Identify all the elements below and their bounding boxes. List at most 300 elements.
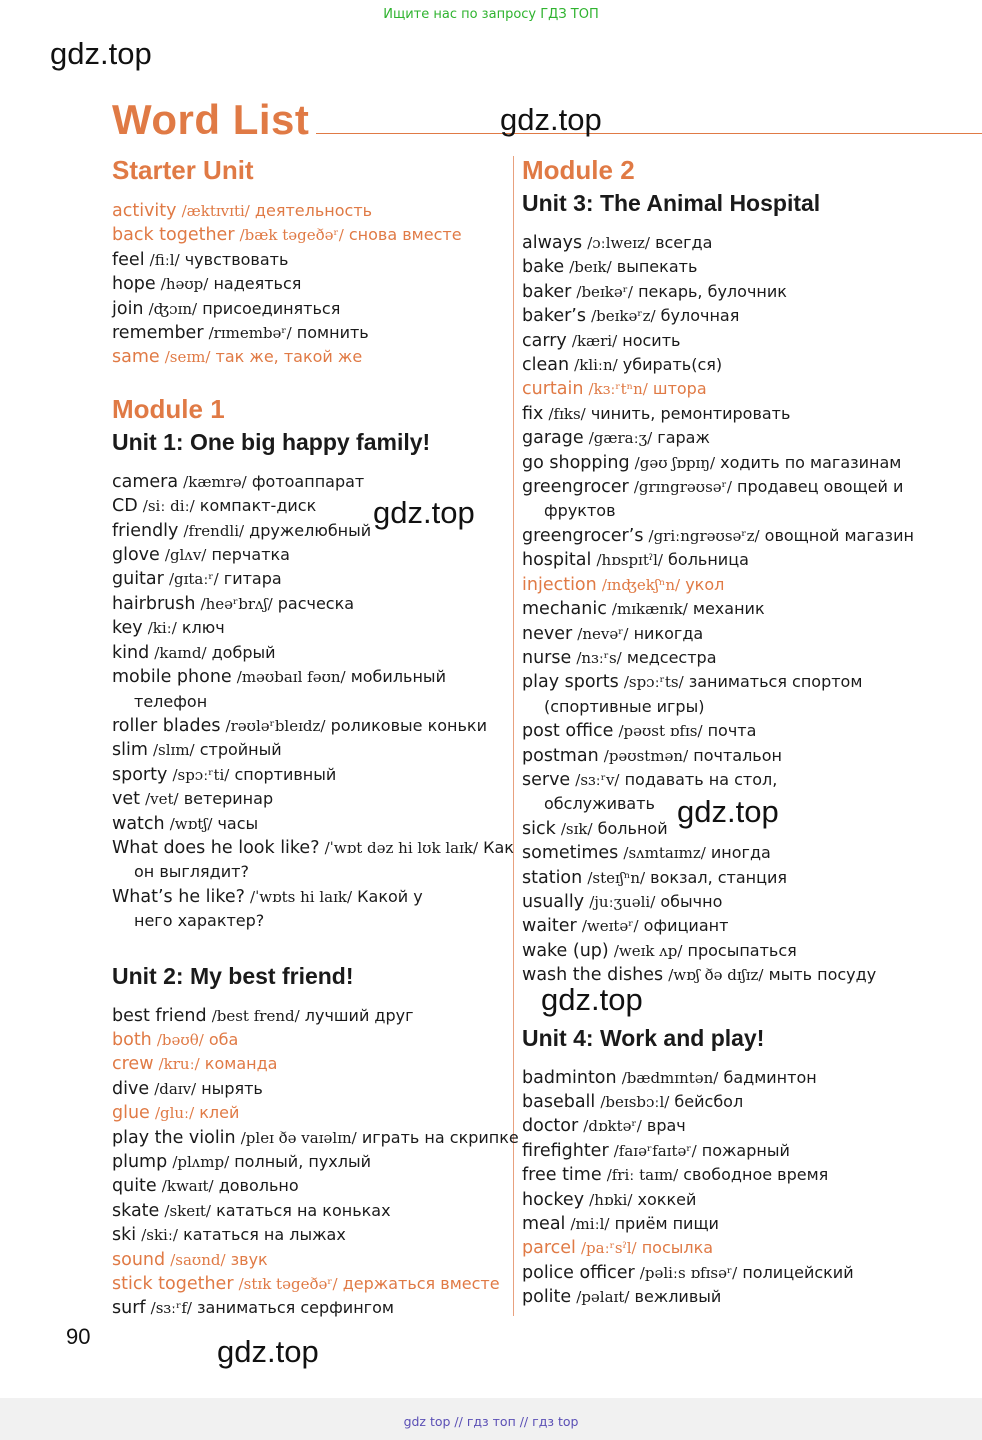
entry-phonetic: /vet/ [145, 790, 179, 809]
entry-word: skate [112, 1200, 160, 1221]
entry-word: nurse [522, 647, 572, 668]
entry-phonetic: /plʌmp/ [172, 1153, 230, 1171]
entry-word: camera [112, 471, 179, 492]
entry-translation: полицейский [742, 1262, 854, 1282]
word-entry [112, 1272, 507, 1296]
entry-word: always [522, 233, 583, 253]
starter-entries [112, 199, 507, 370]
banner-text: Ищите нас по запросу ГДЗ ТОП [383, 7, 599, 22]
word-entry [522, 231, 974, 255]
entry-word: serve [522, 769, 571, 790]
entry-phonetic: /dɒktəʳ/ [583, 1117, 642, 1136]
entry-translation: обычно [660, 891, 723, 911]
entry-phonetic: /gɪtaːʳ/ [168, 570, 219, 589]
entry-translation: пожарный [701, 1140, 790, 1160]
word-entry [522, 475, 974, 499]
entry-word: play the violin [112, 1127, 236, 1148]
watermark: gdz.top [217, 1334, 319, 1369]
word-entry [112, 223, 507, 247]
word-entry [112, 297, 507, 321]
entry-translation: мобильный [350, 667, 446, 687]
entry-translation: звук [230, 1249, 268, 1269]
entry-phonetic: /pəlaɪt/ [576, 1288, 630, 1307]
entry-translation: гитара [223, 569, 282, 589]
entry-word: both [112, 1029, 152, 1050]
entry-word: greengrocer [522, 477, 629, 498]
heading-unit-2: Unit 2: My best friend! [112, 962, 354, 989]
page-number: 90 [66, 1324, 91, 1349]
word-entry-continuation: телефон [134, 691, 208, 711]
entry-translation: больной [597, 818, 668, 838]
word-entry [522, 1285, 974, 1309]
word-entry [522, 426, 974, 450]
entry-translation: держаться вместе [342, 1274, 500, 1294]
word-entry [112, 345, 507, 369]
watermark: gdz.top [541, 982, 643, 1017]
entry-word: fix [522, 403, 544, 424]
entry-phonetic: /pəʊst ɒfɪs/ [618, 722, 703, 741]
entry-phonetic: /miːl/ [570, 1215, 610, 1234]
word-entry [112, 738, 507, 762]
entry-translation: играть на скрипке [361, 1127, 519, 1147]
entry-translation: оба [208, 1029, 239, 1049]
entry-translation: просыпаться [687, 940, 797, 960]
entry-word: meal [522, 1214, 566, 1235]
word-entry [522, 1212, 974, 1236]
word-entry [112, 543, 507, 567]
entry-phonetic: /weɪtəʳ/ [581, 917, 639, 936]
word-entry [522, 646, 974, 670]
entry-word: What does he look like? [112, 837, 320, 858]
entry-phonetic: /paːʳsˀl/ [581, 1239, 637, 1258]
footer-text: gdz top // гдз топ // гдз top [403, 1414, 579, 1429]
entry-translation: вежливый [634, 1287, 722, 1307]
word-entry [112, 616, 507, 640]
entry-translation: роликовые коньки [330, 715, 487, 735]
entry-translation: лучший друг [304, 1005, 414, 1025]
entry-translation: носить [622, 330, 681, 350]
word-entry-continuation: (спортивные игры) [544, 696, 705, 716]
heading-unit-1: Unit 1: One big happy family! [112, 428, 431, 455]
entry-translation: выпекать [616, 257, 698, 277]
entry-word: parcel [522, 1238, 576, 1259]
entry-translation: гараж [657, 428, 710, 448]
entry-translation: посылка [641, 1238, 714, 1258]
entry-word: surf [112, 1298, 146, 1319]
entry-translation: ветеринар [183, 789, 274, 809]
entry-phonetic: /ɔːlweɪz/ [587, 234, 650, 252]
entry-translation: свободное время [683, 1165, 829, 1185]
word-entry [522, 329, 974, 353]
entry-translation: стройный [199, 740, 282, 760]
word-entry [522, 402, 974, 426]
entry-word: baker [522, 281, 572, 302]
word-entry [112, 1174, 507, 1198]
entry-word: mobile phone [112, 667, 232, 688]
entry-word: watch [112, 813, 165, 834]
entry-translation: бейсбол [674, 1092, 744, 1111]
entry-phonetic: /sɪk/ [560, 819, 593, 838]
word-entry [522, 280, 974, 304]
entry-phonetic: /weɪk ʌp/ [613, 941, 683, 960]
entry-phonetic: /pəʊstmən/ [603, 746, 689, 765]
heading-starter-unit: Starter Unit [112, 155, 254, 185]
entry-phonetic: /beɪkəʳ/ [576, 282, 633, 301]
word-entry [522, 548, 974, 572]
entry-word: post office [522, 721, 614, 742]
entry-phonetic: /fiːl/ [149, 250, 180, 269]
entry-phonetic: /bædmɪntən/ [621, 1068, 719, 1087]
heading-module-2: Module 2 [522, 155, 635, 185]
entry-word: remember [112, 323, 204, 344]
word-entry [112, 272, 507, 296]
entry-translation: штора [652, 379, 707, 399]
entry-phonetic: /fɪks/ [548, 404, 586, 423]
entry-word: garage [522, 428, 584, 449]
word-entry [112, 763, 507, 787]
entry-word: back together [112, 225, 235, 246]
entry-word: free time [522, 1165, 602, 1186]
entry-phonetic: /kruː/ [158, 1055, 200, 1074]
entry-word: sound [112, 1249, 166, 1270]
entry-translation: спортивный [234, 764, 337, 784]
entry-translation: добрый [211, 642, 276, 662]
word-entry [112, 567, 507, 591]
entry-word: glue [112, 1103, 150, 1124]
word-entry [112, 199, 507, 223]
entry-phonetic: /steɪʃⁿn/ [587, 868, 646, 887]
entry-translation: почта [707, 721, 757, 741]
entry-phonetic: /spɔːʳts/ [623, 673, 684, 692]
entry-phonetic: /kɜːʳtⁿn/ [588, 380, 648, 399]
entry-phonetic: /beɪsbɔːl/ [600, 1093, 670, 1111]
word-entry [522, 1163, 974, 1187]
entry-translation: кататься на коньках [216, 1200, 391, 1220]
entry-word: join [112, 298, 144, 319]
entry-phonetic: /juːʒuəli/ [589, 892, 656, 911]
word-entry [112, 1101, 507, 1125]
entry-translation: заниматься спортом [688, 672, 863, 692]
entry-translation: компакт-диск [199, 496, 317, 516]
left-column [112, 153, 519, 1321]
entry-phonetic: /kliːn/ [574, 356, 618, 375]
entry-word: postman [522, 745, 599, 766]
entry-word: stick together [112, 1274, 234, 1295]
entry-translation: больница [668, 550, 749, 570]
entry-word: hockey [522, 1189, 585, 1210]
word-entry [112, 592, 507, 616]
entry-phonetic: /sɜːʳf/ [150, 1299, 192, 1318]
entry-phonetic: /rəʊləʳbleɪdz/ [225, 716, 326, 735]
entry-translation: перчатка [211, 545, 290, 565]
watermark: gdz.top [677, 794, 779, 829]
word-entry [112, 1223, 507, 1247]
entry-phonetic: /beɪkəʳz/ [591, 307, 656, 326]
entry-word: greengrocer’s [522, 525, 644, 546]
entry-word: guitar [112, 569, 164, 590]
entry-translation: полный, пухлый [234, 1152, 372, 1171]
top-banner [0, 0, 982, 34]
entry-phonetic: /grɪngrəʊsəʳ/ [633, 478, 732, 497]
entry-translation: надеяться [213, 274, 302, 294]
entry-word: sometimes [522, 843, 619, 864]
word-entry [112, 1052, 507, 1076]
entry-phonetic: /hɒki/ [589, 1190, 633, 1209]
entry-translation: так же, такой же [215, 347, 363, 367]
word-entry [112, 812, 507, 836]
entry-translation: всегда [655, 233, 713, 252]
entry-word: curtain [522, 379, 584, 400]
entry-word: usually [522, 891, 585, 912]
entry-translation: Какой у [357, 886, 423, 906]
entry-phonetic: /sʌmtaɪmz/ [623, 844, 706, 863]
entry-translation: подавать на стол, [624, 769, 778, 789]
entry-translation: дружелюбный [249, 520, 372, 540]
word-entry [522, 597, 974, 621]
word-entry [112, 248, 507, 272]
entry-word: sick [522, 818, 556, 839]
entry-phonetic: /best frend/ [211, 1006, 300, 1025]
entry-word: station [522, 867, 583, 888]
entry-word: never [522, 623, 573, 644]
entry-phonetic: /æktɪvɪti/ [181, 202, 250, 220]
entry-phonetic: /skeɪt/ [164, 1201, 211, 1220]
word-entry [522, 890, 974, 914]
entry-translation: булочная [660, 306, 740, 326]
word-entry [112, 1296, 507, 1320]
entry-word: polite [522, 1287, 572, 1308]
entry-phonetic: /saʊnd/ [170, 1250, 226, 1269]
entry-phonetic: /kæmrə/ [183, 472, 247, 491]
word-entry [522, 670, 974, 694]
entry-phonetic: /gæraːʒ/ [588, 429, 653, 448]
word-entry [522, 1090, 974, 1114]
word-entry-continuation: он выглядит? [134, 862, 249, 882]
entry-translation: Как [483, 837, 514, 857]
entry-translation: ходить по магазинам [720, 452, 902, 472]
word-entry [522, 622, 974, 646]
entry-word: kind [112, 642, 150, 663]
word-entry [522, 304, 974, 328]
entry-phonetic: /rɪmembəʳ/ [208, 324, 292, 343]
entry-translation: часы [217, 813, 259, 833]
unit2-entries [112, 1004, 519, 1321]
entry-phonetic: /gəʊ ʃɒpɪŋ/ [634, 453, 716, 472]
entry-translation: почтальон [693, 745, 782, 765]
entry-phonetic: /ʤɔɪn/ [148, 299, 198, 318]
heading-unit-3: Unit 3: The Animal Hospital [522, 190, 821, 216]
entry-translation: медсестра [626, 647, 717, 667]
entry-word: injection [522, 574, 597, 595]
word-entry [112, 1028, 507, 1052]
entry-word: hospital [522, 550, 592, 571]
entry-translation: снова вместе [348, 225, 462, 245]
entry-translation: клей [199, 1103, 240, 1123]
word-entry [522, 914, 974, 938]
entry-phonetic: /nɜːʳs/ [576, 648, 622, 667]
entry-translation: укол [685, 574, 725, 594]
entry-phonetic: /pəliːs ɒfɪsəʳ/ [639, 1263, 738, 1282]
word-entry [112, 641, 507, 665]
word-entry [522, 255, 974, 279]
word-entry [522, 1261, 974, 1285]
entry-phonetic: /griːngrəʊsəʳz/ [648, 526, 760, 545]
entry-word: mechanic [522, 599, 607, 620]
word-entry [112, 665, 507, 689]
entry-translation: хоккей [637, 1189, 697, 1209]
entry-translation: бадминтон [723, 1067, 817, 1087]
entry-phonetic: /ˈwɒt dəz hi lʊk laɪk/ [324, 838, 479, 857]
entry-phonetic: /kwaɪt/ [161, 1177, 214, 1196]
word-entry [112, 470, 507, 494]
word-entry [112, 885, 507, 909]
entry-phonetic: /wɒʃ ðə dɪʃɪz/ [668, 966, 764, 985]
word-entry [112, 321, 507, 345]
watermark: gdz.top [373, 495, 475, 530]
word-entry-continuation: него характер? [134, 911, 265, 931]
word-entry [112, 714, 507, 738]
entry-phonetic: /stɪk təgeðəʳ/ [238, 1275, 338, 1294]
word-entry [112, 1126, 519, 1150]
word-entry [112, 836, 514, 860]
entry-phonetic: /nevəʳ/ [577, 624, 629, 643]
entry-word: feel [112, 249, 145, 270]
entry-word: doctor [522, 1116, 579, 1137]
entry-phonetic: /seɪm/ [164, 348, 211, 367]
word-entry [522, 744, 974, 768]
entry-translation: кататься на лыжах [183, 1225, 346, 1245]
word-entry [522, 353, 974, 377]
entry-translation: ключ [181, 618, 225, 638]
word-entry [522, 939, 974, 963]
entry-word: baker’s [522, 306, 586, 327]
entry-translation: фотоаппарат [251, 471, 365, 491]
word-entry [522, 573, 974, 597]
entry-phonetic: /mɪkænɪk/ [611, 600, 688, 619]
entry-translation: вокзал, станция [650, 867, 788, 887]
entry-phonetic: /gluː/ [154, 1104, 195, 1123]
unit4-entries [522, 1066, 974, 1310]
entry-phonetic: /kaɪnd/ [154, 643, 207, 662]
word-entry [522, 1066, 974, 1090]
entry-word: activity [112, 201, 177, 221]
entry-phonetic: /glʌv/ [164, 546, 207, 565]
entry-word: crew [112, 1054, 154, 1075]
title-underline [316, 133, 982, 134]
heading-module-1: Module 1 [112, 393, 225, 424]
word-entry [112, 1199, 507, 1223]
entry-word: baseball [522, 1092, 596, 1112]
entry-phonetic: /frendli/ [183, 521, 245, 540]
entry-translation: заниматься серфингом [197, 1298, 394, 1318]
entry-phonetic: /heəʳbrʌʃ/ [200, 594, 273, 613]
entry-phonetic: /wɒtʃ/ [169, 814, 213, 833]
entry-phonetic: /spɔːʳti/ [172, 765, 230, 784]
entry-translation: помнить [296, 323, 369, 343]
word-entry [112, 1248, 507, 1272]
entry-translation: убирать(ся) [622, 355, 723, 375]
word-entry [112, 787, 507, 811]
entry-word: wake (up) [522, 940, 609, 961]
entry-translation: деятельность [254, 201, 373, 220]
word-entry-continuation: обслуживать [544, 794, 655, 814]
entry-word: carry [522, 330, 567, 351]
entry-phonetic: /məʊbaɪl fəʊn/ [236, 668, 346, 687]
word-entry [522, 1114, 974, 1138]
entry-translation: официант [643, 916, 729, 936]
unit1-entries [112, 470, 514, 934]
entry-word: ski [112, 1225, 137, 1246]
entry-word: What’s he like? [112, 886, 245, 907]
footer-links [0, 1414, 982, 1429]
entry-word: friendly [112, 520, 179, 541]
word-entry [112, 1150, 507, 1174]
entry-phonetic: /ˈwɒts hi laɪk/ [250, 887, 353, 906]
entry-word: dive [112, 1078, 150, 1099]
entry-word: police officer [522, 1262, 635, 1283]
entry-phonetic: /sɜːʳv/ [575, 770, 620, 789]
entry-word: plump [112, 1152, 168, 1172]
entry-translation: чувствовать [184, 249, 289, 269]
unit3-entries [522, 231, 974, 988]
entry-word: slim [112, 740, 148, 761]
entry-translation: чинить, ремонтировать [590, 403, 791, 423]
entry-word: wash the dishes [522, 965, 664, 986]
entry-phonetic: /bəʊθ/ [156, 1030, 204, 1049]
right-column [522, 153, 974, 1310]
word-entry-continuation: фруктов [544, 501, 616, 521]
entry-word: waiter [522, 916, 577, 937]
entry-translation: команда [204, 1054, 278, 1074]
entry-word: same [112, 347, 160, 368]
entry-phonetic: /slɪm/ [152, 741, 195, 760]
word-entry [522, 524, 974, 548]
entry-phonetic: /siː diː/ [142, 497, 195, 516]
word-entry [522, 866, 974, 890]
entry-phonetic: /kæri/ [571, 331, 618, 350]
entry-word: roller blades [112, 715, 221, 736]
entry-phonetic: /hɒspɪtˀl/ [596, 551, 663, 570]
entry-word: key [112, 618, 143, 639]
entry-translation: расческа [277, 593, 355, 613]
word-entry [522, 841, 974, 865]
entry-word: badminton [522, 1067, 617, 1088]
entry-phonetic: /ɪnʤekʃⁿn/ [601, 575, 681, 594]
entry-translation: мыть посуду [768, 965, 877, 985]
watermark: gdz.top [50, 36, 152, 71]
entry-translation: механик [692, 599, 765, 619]
heading-unit-4: Unit 4: Work and play! [522, 1024, 765, 1051]
entry-translation: нырять [201, 1078, 263, 1098]
entry-phonetic: /faɪəʳfaɪtəʳ/ [613, 1141, 697, 1160]
word-entry [112, 1077, 507, 1101]
entry-word: hairbrush [112, 593, 196, 614]
entry-phonetic: /kiː/ [147, 619, 177, 638]
entry-word: go shopping [522, 452, 630, 473]
word-entry [112, 1004, 507, 1028]
entry-translation: пекарь, булочник [638, 281, 787, 301]
word-entry [522, 768, 974, 792]
entry-word: vet [112, 789, 140, 810]
entry-word: play sports [522, 672, 619, 693]
word-entry [522, 1139, 974, 1163]
word-entry [522, 719, 974, 743]
entry-phonetic: /pleɪ ðə vaɪəlɪn/ [240, 1128, 357, 1147]
entry-phonetic: /bæk təgeðəʳ/ [239, 226, 344, 245]
entry-translation: врач [646, 1116, 686, 1136]
entry-word: glove [112, 545, 160, 566]
entry-translation: довольно [218, 1176, 299, 1196]
